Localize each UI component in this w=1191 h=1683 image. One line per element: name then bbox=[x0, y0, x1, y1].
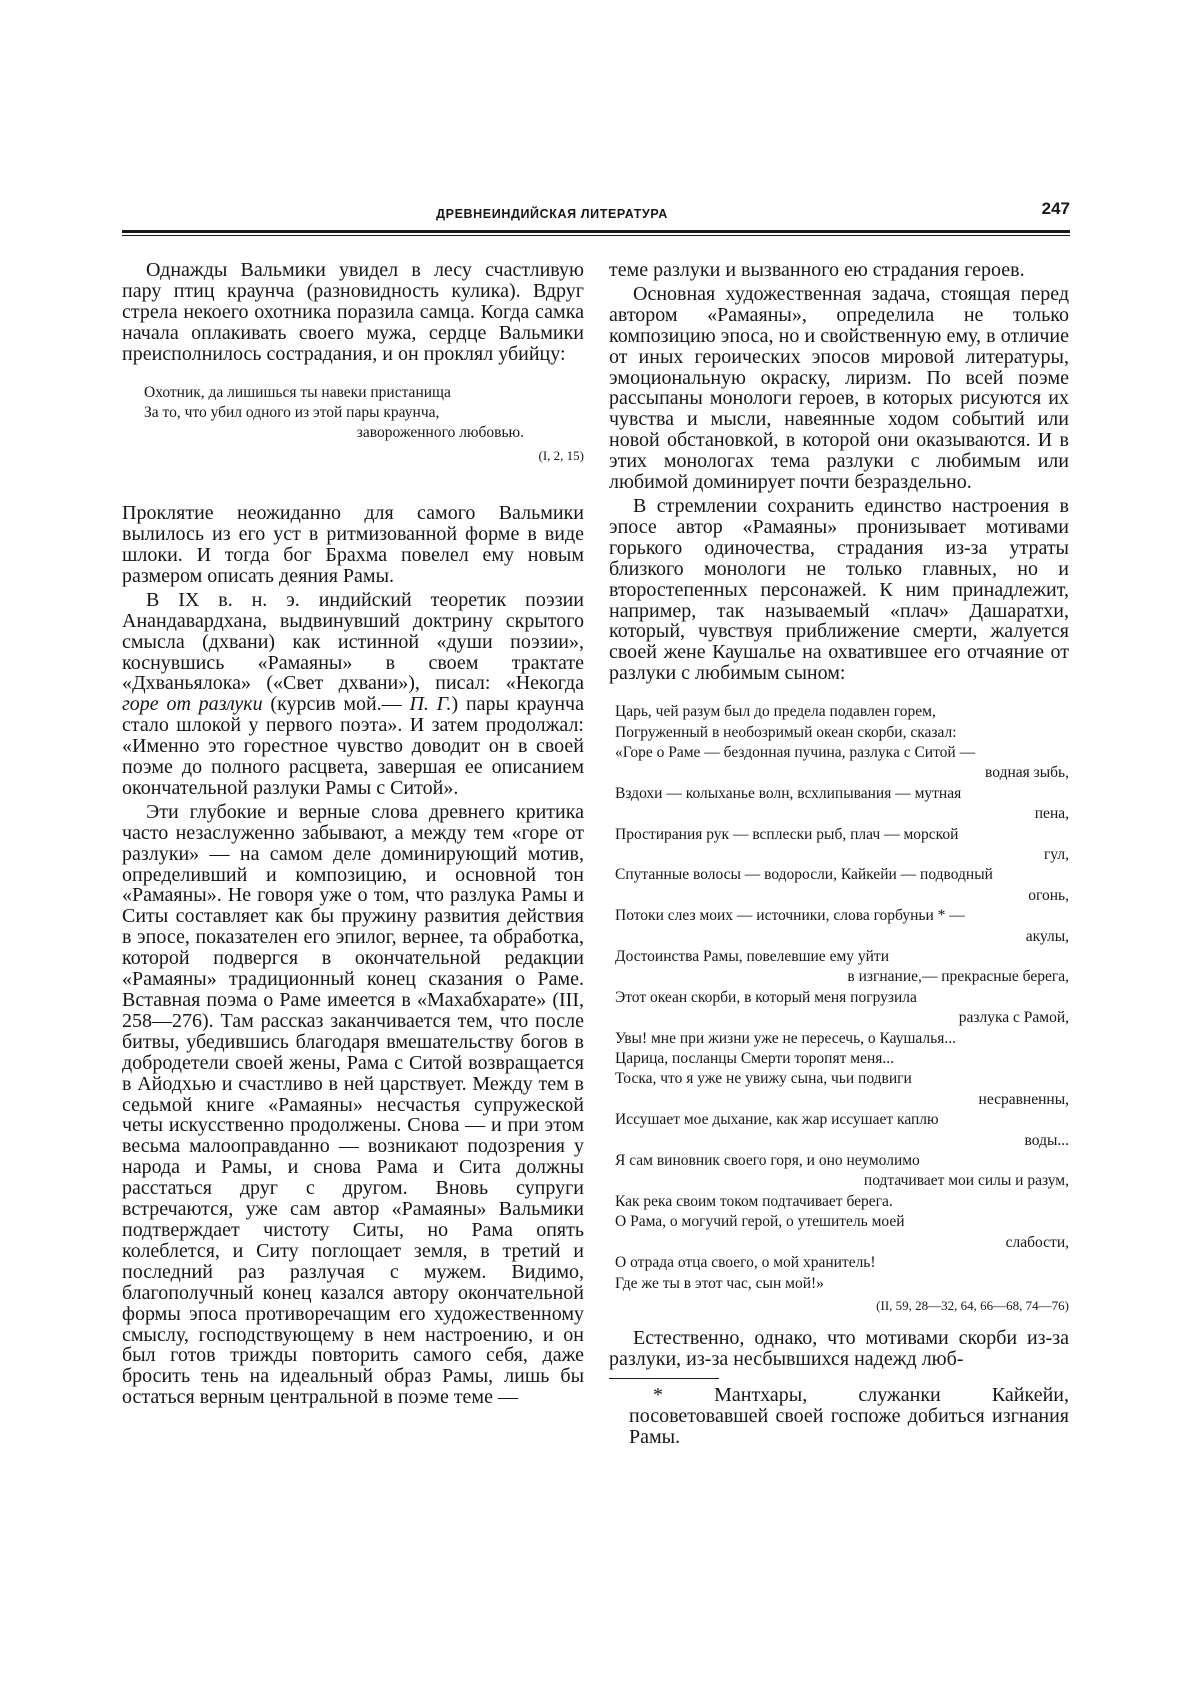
paragraph: Проклятие неожиданно для самого Вальмики вылилось из его уст в ритмизованной форме в виде шлоки. И тогда бог Брахма повелел ему новым размером описать деяния Рамы. bbox=[122, 502, 584, 587]
header-rule-thin bbox=[122, 235, 1070, 236]
verse-line: Охотник, да лишишься ты навеки пристанища bbox=[144, 383, 451, 401]
verse-reference: (I, 2, 15) bbox=[538, 447, 584, 463]
verse-line: огонь, bbox=[1028, 886, 1069, 904]
paragraph: теме разлуки и вызванного ею страдания героев. bbox=[609, 259, 1025, 281]
verse-line: несравненны, bbox=[978, 1090, 1069, 1108]
right-column bbox=[609, 260, 1069, 1448]
verse-line: водная зыбь, bbox=[985, 764, 1069, 782]
paragraph: Эти глубокие и верные слова древнего критика часто незаслуженно забывают, а между тем «горе от разлуки» — на самом деле доминирующий мотив, определивший и композицию, и основной тон «Рамаяны». Не говоря уже о том, что разлука Рамы и Ситы составляет как бы пружину развития действия в эпосе, показателен его эпилог, вернее, та обработка, которой подвергся в окончательной редакции «Рамаяны» традиционный конец сказания о Раме. Вставная поэма о Раме имеется в «Махабхарате» (III, 258—276). Там рассказ заканчивается тем, что после битвы, убедившись благодаря вмешательству богов в добродетели своей жены, Рама с Ситой возвращается в Айодхью и счастливо в ней царствует. Между тем в седьмой книге «Рамаяны» несчастья супружеской четы искусственно продолжены. Снова — и при этом весьма малооправданно — возникают подозрения у народа и Рамы, и снова Рама и Сита должны расстаться друг с другом. Вновь супруги встречаются, уже сам автор «Рамаяны» Вальмики подтверждает чистоту Ситы, но Рама опять колеблется, и Ситу поглощает земля, в третий и последний раз разлучая с мужем. Видимо, благополучный конец казался автору окончательной формы эпоса противоречащим его художественному смыслу, господствующему в нем настроению, и он был готов трижды повторить самого себя, даже бросить тень на идеальный образ Рамы, лишь бы остаться верным центральной в поэме теме — bbox=[122, 800, 584, 1409]
paragraph: Основная художественная задача, стоящая перед автором «Рамаяны», определила не только композицию эпоса, но и свойственную ему, в отличие от иных героических эпосов мировой литературы, эмоциональную окраску, лиризм. По всей поэме рассыпаны монологи героев, в которых рисуются их чувства и мысли, навеянные ходом событий или новой обстановкой, в которой они оказываются. И в этих монологах тема разлуки с любимым или любимой доминирует почти безраздельно. bbox=[609, 282, 1069, 494]
footnote-rule bbox=[609, 1378, 719, 1379]
text-run: ) пары краунча стало шлокой у первого поэта». И затем продолжал: «Именно это горестное чувство доводит он в своей поэме до полного расцвета, завершая ее описанием окончательной разлуки Рамы с Ситой». bbox=[122, 693, 584, 799]
verse-line: Вздохи — колыханье волн, всхлипывания — мутная bbox=[615, 784, 962, 802]
spacer bbox=[122, 481, 584, 503]
verse-line: Потоки слез моих — источники, слова горбуньи * — bbox=[615, 907, 965, 925]
verse-block bbox=[122, 383, 584, 467]
verse-line: Иссушает мое дыхание, как жар иссушает каплю bbox=[615, 1111, 939, 1129]
page-number: 247 bbox=[1041, 199, 1070, 218]
verse-line: Этот океан скорби, в который меня погрузила bbox=[615, 988, 917, 1006]
verse-line: Простирания рук — всплески рыб, плач — морской bbox=[615, 825, 959, 843]
verse-line: Я сам виновник своего горя, и оно неумолимо bbox=[615, 1152, 920, 1170]
verse-line: Где же ты в этот час, сын мой!» bbox=[615, 1274, 824, 1292]
verse-line: О Рама, о могучий герой, о утешитель моей bbox=[615, 1213, 905, 1231]
verse-line: завороженного любовью. bbox=[356, 424, 524, 442]
verse-line: акулы, bbox=[1025, 927, 1069, 945]
verse-line: Царица, посланцы Смерти торопят меня... bbox=[615, 1050, 894, 1068]
header-rule bbox=[122, 230, 1070, 233]
verse-line: Увы! мне при жизни уже не пересечь, о Каушалья... bbox=[615, 1029, 956, 1047]
verse-line: Спутанные волосы — водоросли, Кайкейи — подводный bbox=[615, 866, 993, 884]
verse-line: разлука с Рамой, bbox=[958, 1009, 1069, 1027]
verse-line: За то, что убил одного из этой пары краунча, bbox=[144, 403, 440, 421]
verse-block bbox=[609, 702, 1069, 1316]
verse-line: слабости, bbox=[1005, 1233, 1069, 1251]
text-run: (курсив мой.— bbox=[262, 693, 410, 716]
paragraph: Однажды Вальмики увидел в лесу счастливую пару птиц краунча (разновидность кулика). Вдруг стрела некоего охотника поразила самца. Когда самка начала оплакивать своего мужа, сердце Вальмики преисполнилось сострадания, и он проклял убийцу: bbox=[122, 259, 584, 365]
verse-reference: (II, 59, 28—32, 64, 66—68, 74—76) bbox=[876, 1297, 1069, 1313]
left-column bbox=[122, 260, 584, 1408]
verse-line: «Горе о Раме — бездонная пучина, разлука с Ситой — bbox=[615, 743, 976, 761]
verse-line: Достоинства Рамы, повелевшие ему уйти bbox=[615, 948, 889, 965]
verse-line: пена, bbox=[1034, 805, 1069, 823]
running-title: ДРЕВНЕИНДИЙСКАЯ ЛИТЕРАТУРА bbox=[436, 207, 668, 221]
verse-line: Погруженный в необозримый океан скорби, сказал: bbox=[615, 723, 957, 741]
verse-line: Как река своим током подтачивает берега. bbox=[615, 1192, 893, 1210]
paragraph bbox=[122, 590, 584, 799]
author-initials: П. Г. bbox=[409, 693, 452, 716]
verse-line: воды... bbox=[1024, 1131, 1069, 1149]
paragraph: Естественно, однако, что мотивами скорби из-за разлуки, из-за несбывшихся надежд люб- bbox=[609, 1327, 1069, 1371]
verse-line: О отрада отца своего, о мой хранитель! bbox=[615, 1254, 876, 1272]
verse-line: гул, bbox=[1043, 845, 1069, 863]
verse-line: Царь, чей разум был до предела подавлен горем, bbox=[615, 703, 936, 721]
text-run: В IX в. н. э. индийский теоретик поэзии Анандавардхана, выдвинувший доктрину скрытого смысла (дхвани) как истинной «души поэзии», коснувшись «Рамаяны» в своем трактате «Дхваньялока» («Свет дхвани»), писал: «Некогда bbox=[122, 588, 584, 695]
verse-line: подтачивает мои силы и разум, bbox=[863, 1172, 1069, 1190]
verse-line: Тоска, что я уже не увижу сына, чьи подвиги bbox=[615, 1070, 912, 1088]
italic-text: горе от разлуки bbox=[122, 693, 263, 716]
paragraph: В стремлении сохранить единство настроения в эпосе автор «Рамаяны» пронизывает мотивами горького одиночества, страдания из-за утраты близкого монологи не только главных, но и второстепенных персонажей. К ним принадлежит, например, так называемый «плач» Дашаратхи, который, чувствуя приближение смерти, жалуется своей жене Каушалье на охватившее его отчаяние от разлуки с любимым сыном: bbox=[609, 494, 1069, 685]
verse-line: в изгнание,— прекрасные берега, bbox=[847, 968, 1069, 986]
footnote: * Мантхары, служанки Кайкейи, посоветовавшей своей госпоже добиться изгнания Рамы. bbox=[629, 1384, 1069, 1448]
running-head bbox=[122, 199, 1070, 227]
